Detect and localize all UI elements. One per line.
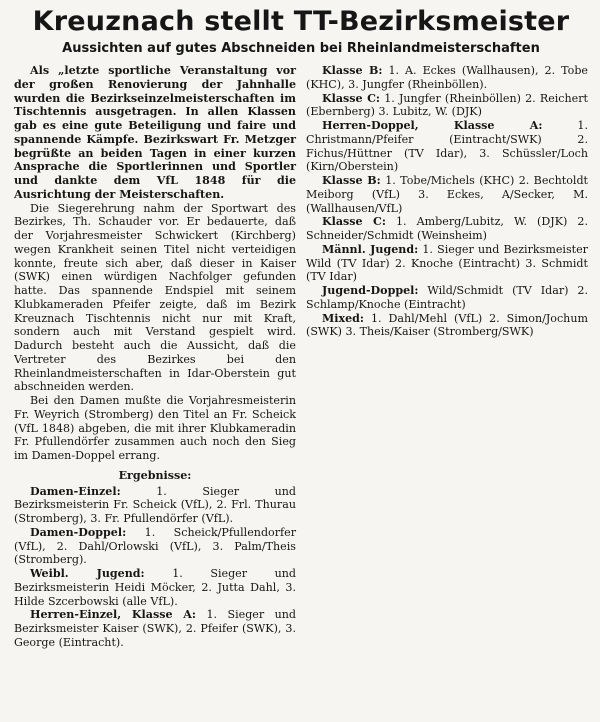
result-category: Herren-Doppel, Klasse A: — [322, 119, 543, 132]
result-entry — [306, 243, 588, 284]
result-category: Klasse C: — [322, 91, 381, 105]
result-text: 1. Sieger und Bezirksmeisterin Fr. Scheick (VfL), 2. Frl. Thurau (Stromberg), 3. Fr. Pfullendörfer (VfL). — [14, 484, 297, 525]
subheadline: Aussichten auf gutes Abschneiden bei Rheinlandmeisterschaften — [62, 41, 540, 56]
left-column — [14, 64, 296, 650]
result-text: 1. Sieger und Bezirksmeisterin Heidi Möcker, 2. Jutta Dahl, 3. Hilde Szcerbowski (alle VfL). — [14, 567, 297, 608]
result-text: Wild/Schmidt (TV Idar) 2. Schlamp/Knoche (Eintracht) — [306, 284, 588, 311]
result-text: 1. A. Eckes (Wallhausen), 2. Tobe (KHC), 3. Jungfer (Rheinböllen). — [306, 64, 589, 91]
result-category: Damen-Doppel: — [30, 525, 127, 539]
result-text: 1. Jungfer (Rheinböllen) 2. Reichert (Ebernberg) 3. Lubitz, W. (DJK) — [306, 91, 588, 119]
result-text: 1. Christmann/Pfeifer (Eintracht/SWK) 2. Fichus/Hüttner (TV Idar), 3. Schüssler/Loch (Kirn/Oberstein) — [306, 119, 588, 174]
result-entry — [306, 64, 588, 92]
lead-paragraph: Als „letzte sportliche Veranstaltung vor der großen Renovierung der Jahnhalle wurden die Bezirkseinzelmeisterschaften im Tischtennis ausgetragen. In allen Klassen gab es eine gute Beteiligung und faire und spannende Kämpfe. Bezirkswart Fr. Metzger begrüßte an beiden Tagen in einer kurzen Ansprache die Sportlerinnen und Sportler und dankte dem VfL 1848 für die Ausrichtung der Meisterschaften. — [14, 64, 296, 201]
result-entry — [306, 215, 588, 243]
result-text: 1. Dahl/Mehl (VfL) 2. Simon/Jochum (SWK) 3. Theis/Kaiser (Stromberg/SWK) — [306, 311, 588, 339]
results-heading: Ergebnisse: — [118, 468, 192, 482]
headline: Kreuznach stellt TT-Bezirksmeister — [32, 6, 570, 37]
result-category: Männl. Jugend: — [322, 242, 419, 256]
result-category: Damen-Einzel: — [30, 484, 121, 498]
result-text: 1. Sieger und Bezirksmeister Kaiser (SWK), 2. Pfeifer (SWK), 3. George (Eintracht). — [14, 608, 297, 649]
result-text: 1. Tobe/Michels (KHC) 2. Bechtoldt Meiborg (VfL) 3. Eckes, A/Secker, M. (Wallhausen/VfL) — [306, 174, 588, 215]
result-entry — [306, 92, 588, 120]
result-category: Herren-Einzel, Klasse A: — [30, 608, 196, 622]
result-entry — [306, 284, 588, 312]
result-entry — [306, 119, 588, 174]
body-paragraph: Bei den Damen mußte die Vorjahresmeisterin Fr. Weyrich (Stromberg) den Titel an Fr. Scheick (VfL 1848) abgeben, die mit ihrer Klubkameradin Fr. Pfullendörfer zusammen auch noch den Sieg im Damen-Doppel errang. — [14, 394, 296, 462]
result-category: Mixed: — [322, 311, 365, 325]
result-text: 1. Scheick/Pfullendorfer (VfL), 2. Dahl/Orlowski (VfL), 3. Palm/Theis (Stromberg). — [14, 525, 296, 567]
result-category: Klasse B: — [322, 64, 383, 77]
result-text: 1. Sieger und Bezirksmeister Wild (TV Idar) 2. Knoche (Eintracht) 3. Schmidt (TV Idar) — [306, 242, 588, 284]
result-category: Klasse C: — [322, 215, 386, 229]
result-entry — [306, 312, 588, 340]
result-entry — [14, 608, 296, 649]
result-entry — [14, 485, 296, 526]
result-entry — [14, 526, 296, 567]
body-paragraph: Die Siegerehrung nahm der Sportwart des Bezirkes, Th. Schauder vor. Er bedauerte, daß der Vorjahresmeister Schwickert (Kirchberg) wegen Krankheit seinen Titel nicht verteidigen konnte, freute sich aber, daß dieser in Kaiser (SWK) einen würdigen Nachfolger gefunden hatte. Das spannende Endspiel mit seinem Klubkameraden Pfeifer zeigte, daß im Bezirk Kreuznach Tischtennis nicht nur mit Kraft, sondern auch mit Verstand gespielt wird. Dadurch besteht auch die Aussicht, daß die Vertreter des Bezirkes bei den Rheinlandmeisterschaften in Idar-Oberstein gut abschneiden werden. — [14, 201, 296, 394]
article-columns — [14, 64, 588, 650]
result-entry — [14, 567, 296, 608]
result-entry — [306, 174, 588, 215]
right-column — [306, 64, 588, 650]
result-category: Jugend-Doppel: — [322, 284, 419, 297]
result-text: 1. Amberg/Lubitz, W. (DJK) 2. Schneider/Schmidt (Weinsheim) — [306, 215, 588, 242]
result-category: Klasse B: — [322, 174, 381, 187]
result-category: Weibl. Jugend: — [30, 567, 145, 580]
